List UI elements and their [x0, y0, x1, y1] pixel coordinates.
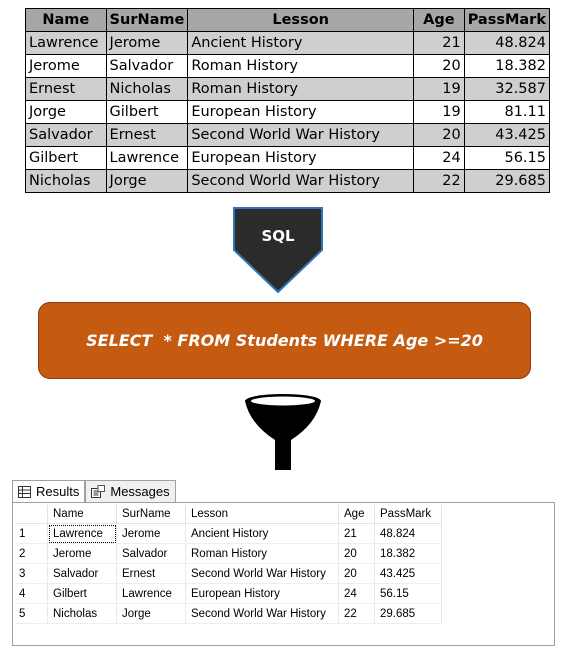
cell-passmark: 32.587 — [464, 78, 549, 101]
funnel-icon — [238, 392, 328, 474]
cell-name: Ernest — [26, 78, 107, 101]
table-row — [26, 170, 550, 193]
table-row — [26, 124, 550, 147]
tab-results-label: Results — [36, 484, 80, 499]
table-row — [26, 147, 550, 170]
header-name: Name — [26, 9, 107, 32]
grid-cell-lesson[interactable]: Roman History — [186, 544, 339, 564]
cell-surname: Nicholas — [106, 78, 188, 101]
cell-surname: Lawrence — [106, 147, 188, 170]
grid-cell-name[interactable]: Jerome — [48, 544, 117, 564]
grid-cell-surname[interactable]: Jerome — [117, 524, 186, 544]
header-age: Age — [414, 9, 465, 32]
grid-cell-rownum: 5 — [15, 604, 48, 624]
grid-cell-age[interactable]: 22 — [339, 604, 375, 624]
cell-age: 19 — [414, 78, 465, 101]
grid-cell-rownum: 4 — [15, 584, 48, 604]
grid-cell-passmark[interactable]: 29.685 — [375, 604, 442, 624]
table-row — [26, 101, 550, 124]
grid-cell-lesson[interactable]: Second World War History — [186, 564, 339, 584]
query-text: SELECT * FROM Students WHERE Age >=20 — [86, 331, 483, 350]
cell-passmark: 56.15 — [464, 147, 549, 170]
cell-age: 20 — [414, 124, 465, 147]
cell-passmark: 81.11 — [464, 101, 549, 124]
tab-results[interactable] — [12, 480, 85, 502]
grid-cell-rownum: 2 — [15, 544, 48, 564]
grid-cell-rownum: 3 — [15, 564, 48, 584]
grid-cell-age[interactable]: 20 — [339, 564, 375, 584]
cell-surname: Gilbert — [106, 101, 188, 124]
grid-cell-passmark[interactable]: 43.425 — [375, 564, 442, 584]
grid-header-rownum — [15, 505, 48, 524]
cell-passmark: 48.824 — [464, 32, 549, 55]
table-row — [26, 55, 550, 78]
results-panel — [8, 478, 557, 648]
cell-age: 19 — [414, 101, 465, 124]
grid-cell-name[interactable]: Salvador — [48, 564, 117, 584]
cell-age: 21 — [414, 32, 465, 55]
grid-row[interactable] — [15, 604, 442, 624]
grid-cell-surname[interactable]: Salvador — [117, 544, 186, 564]
table-row — [26, 32, 550, 55]
cell-name: Nicholas — [26, 170, 107, 193]
messages-icon — [91, 485, 105, 498]
grid-icon — [18, 486, 31, 498]
query-box — [38, 302, 531, 379]
grid-cell-passmark[interactable]: 48.824 — [375, 524, 442, 544]
cell-lesson: Second World War History — [188, 124, 414, 147]
tab-messages[interactable] — [85, 480, 175, 502]
grid-cell-rownum: 1 — [15, 524, 48, 544]
grid-header-age[interactable]: Age — [339, 505, 375, 524]
cell-surname: Jorge — [106, 170, 188, 193]
grid-cell-passmark[interactable]: 56.15 — [375, 584, 442, 604]
cell-age: 22 — [414, 170, 465, 193]
grid-cell-age[interactable]: 21 — [339, 524, 375, 544]
sql-arrow — [230, 206, 326, 294]
cell-name: Lawrence — [26, 32, 107, 55]
cell-age: 20 — [414, 55, 465, 78]
grid-cell-lesson[interactable]: Second World War History — [186, 604, 339, 624]
table-row — [26, 78, 550, 101]
grid-cell-surname[interactable]: Lawrence — [117, 584, 186, 604]
cell-name: Salvador — [26, 124, 107, 147]
cell-name: Jorge — [26, 101, 107, 124]
cell-lesson: European History — [188, 101, 414, 124]
cell-passmark: 43.425 — [464, 124, 549, 147]
cell-surname: Ernest — [106, 124, 188, 147]
cell-passmark: 29.685 — [464, 170, 549, 193]
grid-row[interactable] — [15, 584, 442, 604]
grid-header-passmark[interactable]: PassMark — [375, 505, 442, 524]
cell-age: 24 — [414, 147, 465, 170]
results-grid-header — [15, 505, 442, 524]
grid-header-surname[interactable]: SurName — [117, 505, 186, 524]
grid-cell-name[interactable]: Lawrence — [48, 524, 117, 544]
grid-cell-name[interactable]: Nicholas — [48, 604, 117, 624]
grid-cell-surname[interactable]: Ernest — [117, 564, 186, 584]
grid-cell-surname[interactable]: Jorge — [117, 604, 186, 624]
grid-header-lesson[interactable]: Lesson — [186, 505, 339, 524]
students-table — [25, 8, 550, 193]
result-tabs — [12, 480, 176, 502]
header-passmark: PassMark — [464, 9, 549, 32]
results-grid-frame — [12, 502, 555, 646]
cell-surname: Jerome — [106, 32, 188, 55]
students-table-header — [26, 9, 550, 32]
cell-lesson: Roman History — [188, 78, 414, 101]
grid-cell-name[interactable]: Gilbert — [48, 584, 117, 604]
cell-lesson: Second World War History — [188, 170, 414, 193]
grid-cell-age[interactable]: 20 — [339, 544, 375, 564]
tab-messages-label: Messages — [110, 484, 170, 499]
grid-cell-lesson[interactable]: European History — [186, 584, 339, 604]
cell-name: Jerome — [26, 55, 107, 78]
grid-row[interactable] — [15, 564, 442, 584]
cell-lesson: Ancient History — [188, 32, 414, 55]
grid-cell-passmark[interactable]: 18.382 — [375, 544, 442, 564]
grid-row[interactable] — [15, 524, 442, 544]
cell-lesson: European History — [188, 147, 414, 170]
cell-name: Gilbert — [26, 147, 107, 170]
grid-header-name[interactable]: Name — [48, 505, 117, 524]
cell-passmark: 18.382 — [464, 55, 549, 78]
cell-surname: Salvador — [106, 55, 188, 78]
header-lesson: Lesson — [188, 9, 414, 32]
results-grid — [15, 505, 442, 624]
grid-row[interactable] — [15, 544, 442, 564]
grid-cell-age[interactable]: 24 — [339, 584, 375, 604]
cell-lesson: Roman History — [188, 55, 414, 78]
sql-arrow-label: SQL — [261, 227, 295, 245]
header-surname: SurName — [106, 9, 188, 32]
grid-cell-lesson[interactable]: Ancient History — [186, 524, 339, 544]
